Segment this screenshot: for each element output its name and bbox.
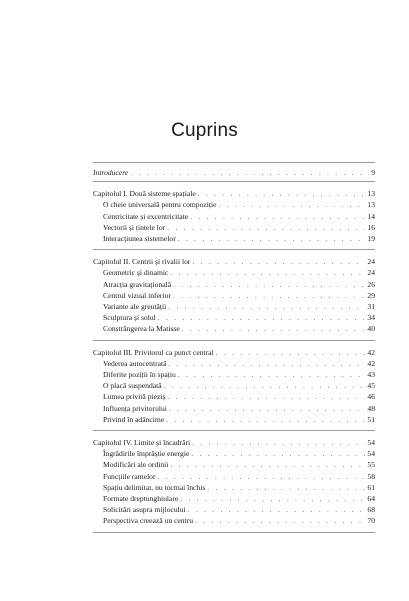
chapter-section [93,182,375,249]
toc-entry[interactable] [93,471,375,482]
toc-entry[interactable] [93,233,375,244]
toc-entry-label: Sculptura și solul [103,313,156,323]
toc-entry-label: Atracția gravitațională [103,279,172,289]
dot-leader [166,414,365,425]
toc-entry-label: Vectorii și țintele lor [103,222,166,232]
toc-entry[interactable] [93,459,375,470]
toc-entry[interactable] [93,369,375,380]
toc-entry-page: 14 [367,211,375,221]
toc-entry-page: 58 [367,471,375,481]
toc-chapter-heading[interactable] [93,256,375,267]
toc-entry-label: Centricitate și excentricitate [103,211,189,221]
toc-entry-page: 26 [367,279,375,289]
toc-entry-label: Îngrădirile împrăștie energie [103,449,190,459]
chapter-section [93,341,375,430]
dot-leader [198,188,366,199]
dot-leader [173,290,366,301]
toc-chapter-heading[interactable] [93,188,375,199]
toc-entry-page: 34 [367,313,375,323]
dot-leader [216,347,366,358]
dot-leader [180,493,365,504]
dot-leader [164,380,366,391]
chapter-list [93,182,375,532]
toc-entry-label: Capitolul IV. Limite și încadrări [93,438,191,448]
toc-entry-page: 19 [367,234,375,244]
toc-entry[interactable] [93,482,375,493]
toc-entry[interactable] [93,391,375,402]
toc-entry-page: 54 [367,438,375,448]
dot-leader [178,369,366,380]
dot-leader [170,459,365,470]
toc-entry-label: Solicitări asupra mijlocului [103,505,186,515]
toc-entry-page: 13 [367,189,375,199]
dot-leader [170,267,365,278]
toc-entry-label: Funcțiile ramelor [103,471,156,481]
toc-entry-page: 55 [367,460,375,470]
toc-entry-page: 48 [367,403,375,413]
toc-entry-label: Spațiu delimitat, nu tocmai închis [103,482,206,492]
toc-entry[interactable] [93,323,375,334]
toc-entry[interactable] [93,290,375,301]
toc-entry-label: Modificări ale ordinii [103,460,169,470]
toc-entry-page: 16 [367,222,375,232]
dot-leader [167,391,365,402]
toc-entry-introducere[interactable] [93,167,375,178]
toc-entry[interactable] [93,267,375,278]
toc-entry[interactable] [93,211,375,222]
dot-leader [207,482,365,493]
dot-leader [190,211,365,222]
toc-entry-label: Capitolul I. Două sisteme spațiale [93,189,196,199]
toc-entry[interactable] [93,312,375,323]
dot-leader [178,233,366,244]
toc-chapter-heading[interactable] [93,347,375,358]
toc-entry[interactable] [93,380,375,391]
dot-leader [192,256,365,267]
toc-entry-page: 29 [367,290,375,300]
dot-leader [182,323,366,334]
toc-entry-label: Interacțiunea sistemelor [103,234,176,244]
toc-entry-page: 43 [367,370,375,380]
toc-entry-label: Capitolul III. Privitorul ca punct central [93,347,214,357]
toc-entry-label: Geometric și dinamic [103,268,169,278]
dot-leader [167,222,365,233]
toc-entry-label: O cheie universală pentru compoziție [103,200,217,210]
toc-entry-page: 9 [371,168,375,177]
dot-leader [169,403,366,414]
toc-entry-page: 61 [367,482,375,492]
table-of-contents [93,162,375,533]
toc-entry-label: Perspectiva creează un centru [103,516,194,526]
toc-entry[interactable] [93,222,375,233]
toc-entry-page: 54 [367,449,375,459]
toc-entry-page: 64 [367,494,375,504]
toc-entry-page: 42 [367,347,375,357]
toc-chapter-heading[interactable] [93,437,375,448]
intro-section [93,163,375,181]
dot-leader [191,448,365,459]
toc-entry-label: Introducere [93,168,129,177]
toc-entry[interactable] [93,301,375,312]
toc-entry[interactable] [93,358,375,369]
toc-entry-label: Diferite poziții în spațiu [103,370,176,380]
toc-entry-page: 46 [367,392,375,402]
toc-entry-page: 51 [367,414,375,424]
toc-entry-label: Constrângerea la Matisse [103,324,180,334]
toc-entry-label: Vederea autocentrată [103,358,167,368]
chapter-section [93,431,375,532]
dot-leader [218,199,365,210]
dot-leader [195,515,365,526]
toc-entry-page: 45 [367,381,375,391]
toc-entry-label: O placă suspendată [103,381,162,391]
dot-leader [158,312,366,323]
dot-leader [158,471,366,482]
toc-entry-label: Formate dreptunghiulare [103,494,179,504]
toc-entry[interactable] [93,504,375,515]
toc-entry-label: Influența privitorului [103,403,167,413]
toc-entry-page: 24 [367,257,375,267]
toc-entry-page: 13 [367,200,375,210]
dot-leader [188,504,366,515]
toc-entry[interactable] [93,448,375,459]
page-title: Cuprins [171,120,238,141]
toc-entry[interactable] [93,493,375,504]
dot-leader [168,301,365,312]
dot-leader [192,437,365,448]
toc-entry-page: 70 [367,516,375,526]
toc-entry-label: Centrul vizual inferior [103,290,171,300]
dot-leader [130,167,369,178]
toc-entry-label: Privind în adâncime [103,414,165,424]
toc-entry-label: Capitolul II. Centrii și rivalii lor [93,257,191,267]
toc-entry-page: 68 [367,505,375,515]
toc-entry[interactable] [93,199,375,210]
toc-entry-page: 42 [367,358,375,368]
divider [93,532,375,533]
dot-leader [168,358,365,369]
toc-entry-label: Variante ale greutății [103,302,167,312]
toc-entry[interactable] [93,414,375,425]
toc-entry-page: 40 [367,324,375,334]
toc-entry-page: 31 [367,302,375,312]
toc-entry[interactable] [93,515,375,526]
dot-leader [173,279,365,290]
toc-entry-page: 24 [367,268,375,278]
toc-entry[interactable] [93,403,375,414]
toc-entry[interactable] [93,279,375,290]
chapter-section [93,250,375,339]
toc-entry-label: Lumea privită pieziș [103,392,166,402]
